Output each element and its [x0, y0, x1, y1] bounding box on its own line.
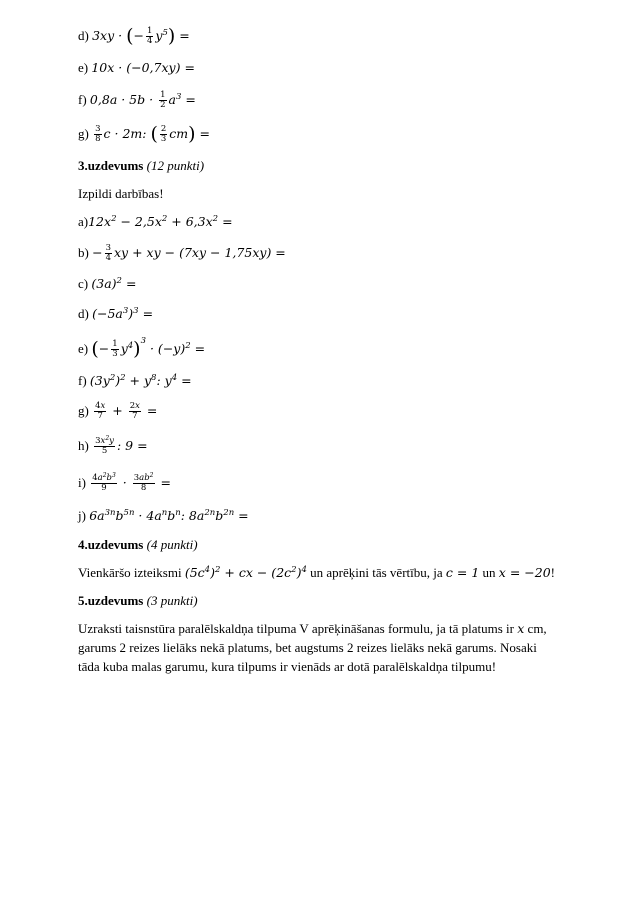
math-expression: $\frac{3}{8}$ c · 2m: ( $\frac{2}{3}$ cm) = — [95, 123, 211, 145]
task3-item-g — [78, 402, 157, 421]
exercise-label: b) — [78, 245, 89, 260]
task4-text-end: ! — [550, 565, 555, 580]
exercise-g-top — [78, 125, 210, 144]
task5-title: 5.uzdevums — [78, 593, 144, 608]
task3-heading — [78, 158, 204, 174]
math-expression: $6a^{3n}b^{5n} \cdot 4a^nb^n$: $8a^{2n}b^{2n}$ = — [89, 508, 249, 523]
task4-points: (4 punkti) — [146, 537, 198, 552]
task3-item-e — [78, 336, 206, 360]
task5-text-2: cm, garums 2 reizes lielāks nekā platums, bet augstums 2 reizes lielāks nekā garums. Nosaki tāda kuba malas garumu, kura tilpums ir vienāds ar dotā paralēlskaldņa tilpumu! — [78, 621, 547, 674]
task3-item-h — [78, 437, 148, 456]
task3-title: 3.uzdevums — [78, 158, 144, 173]
math-expression: 10x · (−0,7xy) = — [91, 60, 195, 75]
math-expression: $(3y^2)^2 + y^8$: $y^4$ = — [89, 373, 192, 388]
exercise-d-top — [78, 27, 190, 46]
task4-heading — [78, 537, 198, 553]
task5-text-1: Uzraksti taisnstūra paralēlskaldņa tilpuma V aprēķināšanas formulu, ja tā platums ir — [78, 621, 514, 636]
task4-text-start: Vienkāršo izteiksmi — [78, 565, 182, 580]
exercise-label: g) — [78, 126, 89, 141]
math-expression: 0,8a · 5b · $\frac{1}{2}$ $a^3$ = — [89, 90, 196, 110]
task3-item-c — [78, 276, 136, 292]
task3-instruction: Izpildi darbības! — [78, 186, 164, 201]
task3-item-f — [78, 373, 192, 389]
task4-text-and: un — [482, 565, 496, 580]
math-expression: $(-5a^3)^3$ = — [92, 306, 154, 321]
task5-heading — [78, 593, 198, 609]
task3-item-a — [78, 214, 233, 230]
math-expression: $12x^2 - 2,5x^2 + 6,3x^2$ = — [88, 214, 233, 229]
math-expression: x = −20 — [498, 565, 551, 580]
math-variable: x — [517, 621, 525, 636]
exercise-label: e) — [78, 60, 89, 75]
exercise-label: d) — [78, 28, 89, 43]
math-expression: c = 1 — [445, 565, 480, 580]
task5-points: (3 punkti) — [146, 593, 198, 608]
task3-item-d — [78, 306, 153, 322]
exercise-label: g) — [78, 403, 89, 418]
math-expression: $(5c^4)^2$ + cx − $(2c^2)^4$ — [184, 565, 307, 580]
exercise-label: d) — [78, 306, 89, 321]
task3-item-b — [78, 244, 286, 263]
task5-text — [78, 619, 558, 676]
exercise-label: f) — [78, 373, 87, 388]
exercise-f-top — [78, 91, 196, 110]
exercise-e-top — [78, 60, 195, 76]
task4-title: 4.uzdevums — [78, 537, 144, 552]
exercise-label: a) — [78, 214, 89, 229]
task3-item-i — [78, 474, 171, 493]
math-expression: $\frac{4x}{7}$ + $\frac{2x}{7}$ = — [95, 401, 158, 421]
math-expression: $\frac{4a^2b^3}{9}$ · $\frac{3ab^2}{8}$ = — [92, 472, 171, 493]
exercise-label: e) — [78, 341, 89, 356]
math-expression: (− $\frac{1}{3}$ $y^4)^3 \cdot (-y)^2$ = — [91, 336, 206, 360]
exercise-label: i) — [78, 475, 86, 490]
task3-points: (12 punkti) — [146, 158, 205, 173]
math-expression: − $\frac{3}{4}$ xy + xy − (7xy − 1,75xy) = — [92, 243, 286, 263]
exercise-label: h) — [78, 438, 89, 453]
exercise-label: c) — [78, 276, 89, 291]
math-expression: 3xy · (− $\frac{1}{4}$ $y^5$) = — [92, 25, 190, 47]
task4-text-mid: un aprēķini tās vērtību, ja — [310, 565, 443, 580]
math-expression: $(3a)^2$ = — [91, 276, 137, 291]
task4-text — [78, 565, 555, 581]
exercise-label: f) — [78, 92, 87, 107]
task3-item-j — [78, 508, 249, 524]
exercise-label: j) — [78, 508, 86, 523]
math-expression: $\frac{3x^2y}{5}$ : 9 = — [95, 435, 148, 456]
